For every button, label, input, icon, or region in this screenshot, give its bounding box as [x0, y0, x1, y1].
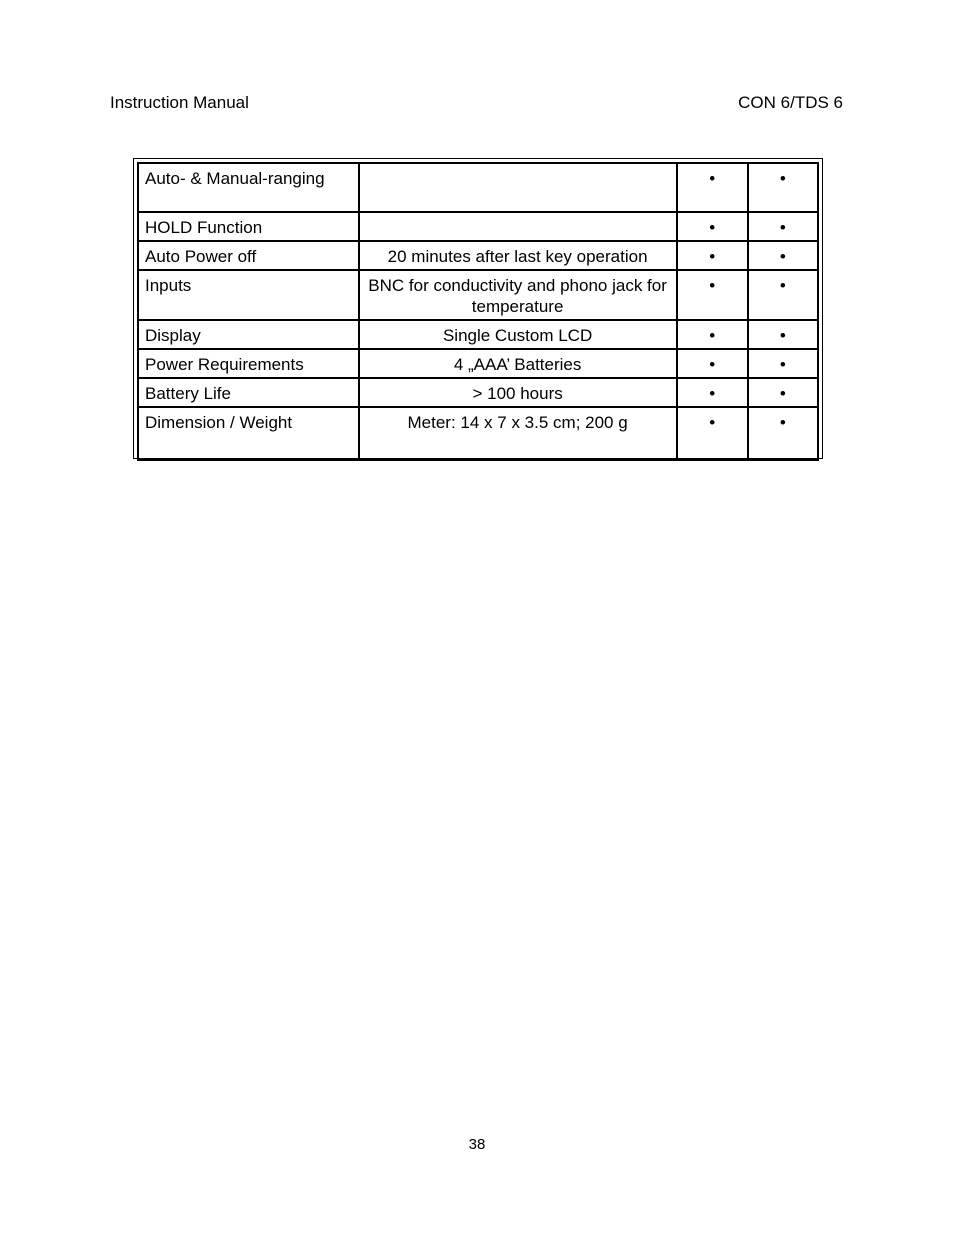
feature-cell: Auto- & Manual-ranging: [138, 163, 359, 212]
table-row: [138, 241, 818, 270]
bullet-mark: •: [748, 320, 818, 349]
bullet-mark: •: [677, 163, 748, 212]
bullet-mark: •: [748, 349, 818, 378]
value-cell: BNC for conductivity and phono jack for temperature: [359, 270, 677, 320]
table-row: [138, 378, 818, 407]
table-row: [138, 320, 818, 349]
header-model: CON 6/TDS 6: [738, 93, 843, 112]
bullet-mark: •: [677, 241, 748, 270]
feature-cell: Battery Life: [138, 378, 359, 407]
bullet-mark: •: [748, 212, 818, 241]
table-row: [138, 407, 818, 460]
value-cell: Single Custom LCD: [359, 320, 677, 349]
bullet-mark: •: [677, 349, 748, 378]
value-cell: > 100 hours: [359, 378, 677, 407]
table-row: [138, 212, 818, 241]
bullet-mark: •: [677, 378, 748, 407]
feature-cell: Inputs: [138, 270, 359, 320]
bullet-mark: •: [748, 241, 818, 270]
bullet-mark: •: [748, 270, 818, 320]
table-row: [138, 349, 818, 378]
page-number: 38: [468, 1136, 486, 1153]
bullet-mark: •: [748, 378, 818, 407]
value-cell: 20 minutes after last key operation: [359, 241, 677, 270]
feature-cell: Power Requirements: [138, 349, 359, 378]
spec-table-frame: [133, 158, 823, 459]
value-cell: Meter: 14 x 7 x 3.5 cm; 200 g: [359, 407, 677, 460]
table-row: [138, 270, 818, 320]
bullet-mark: •: [677, 270, 748, 320]
value-cell: [359, 212, 677, 241]
value-cell: 4 „AAA’ Batteries: [359, 349, 677, 378]
feature-cell: HOLD Function: [138, 212, 359, 241]
feature-cell: Dimension / Weight: [138, 407, 359, 460]
header-title: Instruction Manual: [110, 93, 249, 112]
bullet-mark: •: [677, 407, 748, 460]
bullet-mark: •: [748, 407, 818, 460]
spec-table: [137, 162, 819, 461]
feature-cell: Auto Power off: [138, 241, 359, 270]
value-cell: [359, 163, 677, 212]
bullet-mark: •: [748, 163, 818, 212]
bullet-mark: •: [677, 212, 748, 241]
feature-cell: Display: [138, 320, 359, 349]
table-row: [138, 163, 818, 212]
bullet-mark: •: [677, 320, 748, 349]
